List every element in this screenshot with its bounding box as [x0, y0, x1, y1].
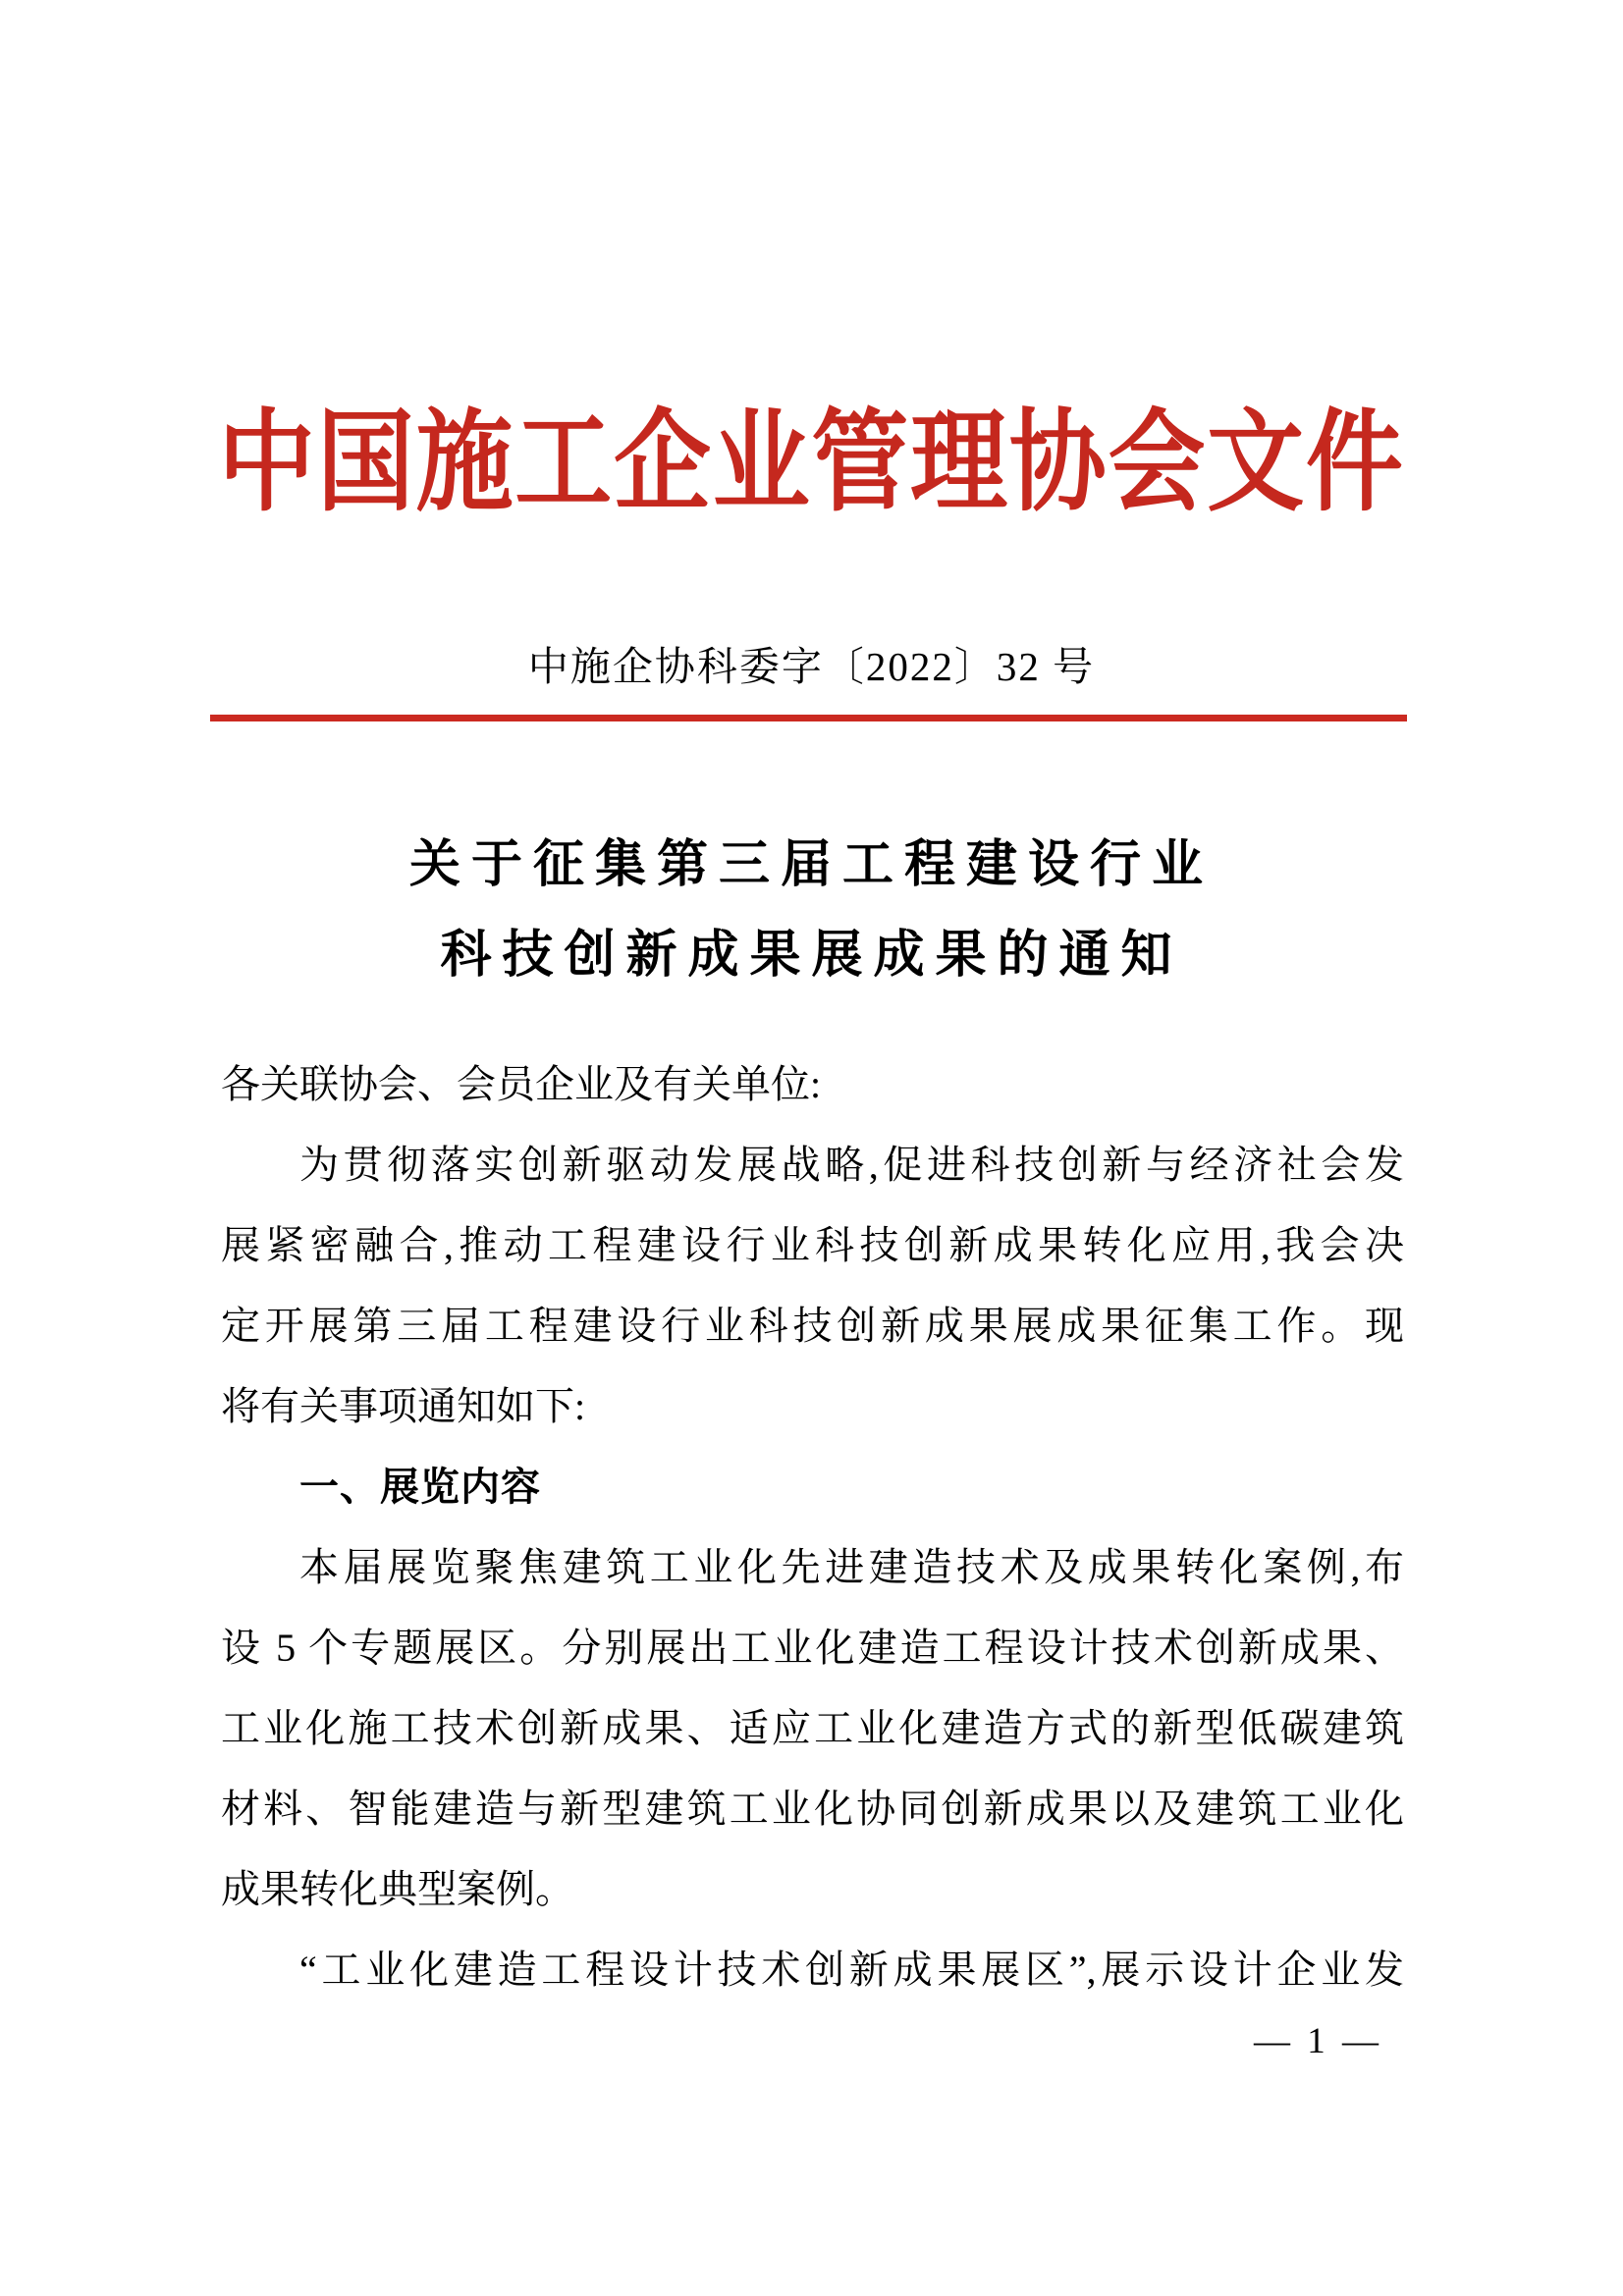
paragraph-3-line-1: “工业化建造工程设计技术创新成果展区”,展示设计企业发 — [299, 1948, 1404, 1992]
paragraph-2-line-2: 设 5 个专题展区。分别展出工业化建造工程设计技术创新成果、 — [221, 1626, 1404, 1670]
paragraph-1-line-4: 将有关事项通知如下: — [221, 1384, 586, 1428]
section-1-heading: 一、展览内容 — [299, 1466, 541, 1509]
paragraph-2-line-1: 本届展览聚焦建筑工业化先进建造技术及成果转化案例,布 — [299, 1545, 1404, 1589]
paragraph-1-line-1: 为贯彻落实创新驱动发展战略,促进科技创新与经济社会发 — [299, 1143, 1404, 1187]
notice-body — [221, 1044, 1404, 2010]
salutation-line: 各关联协会、会员企业及有关单位: — [221, 1062, 822, 1106]
paragraph-1-line-3: 定开展第三届工程建设行业科技创新成果展成果征集工作。现 — [221, 1304, 1404, 1348]
letterhead-title: 中国施工企业管理协会文件 — [218, 402, 1405, 525]
paragraph-2-line-4: 材料、智能建造与新型建筑工业化协同创新成果以及建筑工业化 — [221, 1787, 1404, 1831]
notice-title-line-1: 关于征集第三届工程建设行业 — [408, 837, 1214, 893]
page-number: — 1 — — [1254, 2021, 1382, 2061]
notice-title-line-2: 科技创新成果展成果的通知 — [440, 928, 1183, 984]
paragraph-1-line-2: 展紧密融合,推动工程建设行业科技创新成果转化应用,我会决 — [221, 1223, 1404, 1267]
paragraph-2-line-3: 工业化施工技术创新成果、适应工业化建造方式的新型低碳建筑 — [221, 1706, 1404, 1750]
document-reference-number: 中施企协科委字〔2022〕32 号 — [527, 644, 1096, 689]
paragraph-2-line-5: 成果转化典型案例。 — [221, 1867, 574, 1911]
red-divider-line — [210, 715, 1407, 721]
